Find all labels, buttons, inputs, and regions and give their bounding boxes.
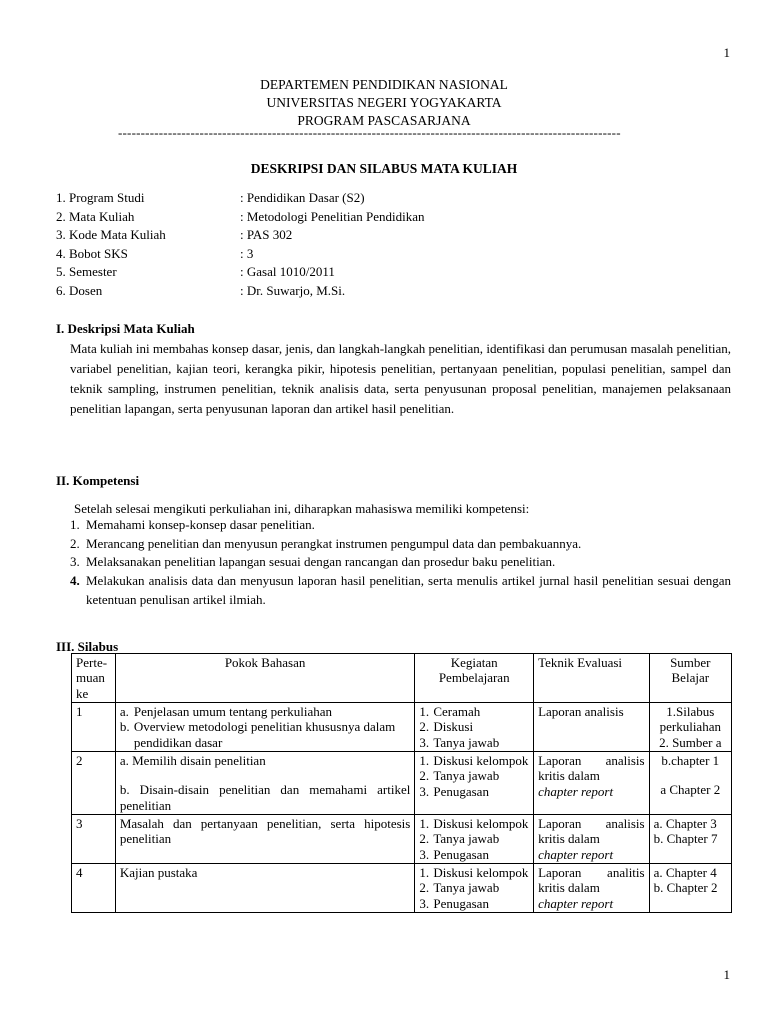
source-item: a. Chapter 3 bbox=[653, 815, 717, 831]
source-item: a. Chapter 4 bbox=[653, 864, 717, 880]
cell-evaluation bbox=[534, 814, 650, 863]
cell-source bbox=[649, 814, 731, 863]
list-marker: 3. bbox=[419, 783, 430, 799]
info-value: : Metodologi Penelitian Pendidikan bbox=[240, 208, 425, 224]
list-item bbox=[70, 535, 731, 554]
table-row bbox=[72, 814, 732, 863]
document-header bbox=[0, 76, 768, 131]
info-row bbox=[56, 226, 425, 245]
col-header-activity: Kegiatan Pembelajaran bbox=[415, 654, 534, 703]
info-value: : PAS 302 bbox=[240, 227, 293, 243]
item-text: Melaksanakan penelitian lapangan sesuai dengan rancangan dan prosedur baku penelitian. bbox=[86, 554, 556, 570]
header-program: PROGRAM PASCASARJANA bbox=[297, 113, 471, 129]
list-text: Tanya jawab bbox=[433, 831, 500, 847]
competence-list bbox=[70, 516, 731, 610]
course-info bbox=[56, 189, 425, 301]
list-text: Diskusi kelompok bbox=[433, 815, 529, 831]
topic-text: Masalah dan pertanyaan penelitian, serta hipotesis penelitian bbox=[119, 815, 411, 847]
col-header-source: Sumber Belajar bbox=[649, 654, 731, 703]
section-heading-syllabus: III. Silabus bbox=[56, 639, 119, 654]
table-row bbox=[72, 863, 732, 912]
info-row bbox=[56, 245, 425, 264]
list-marker: 2. bbox=[419, 831, 430, 847]
header-ministry: DEPARTEMEN PENDIDIKAN NASIONAL bbox=[260, 77, 508, 92]
list-item bbox=[419, 896, 529, 911]
list-item bbox=[419, 753, 529, 768]
table-row bbox=[72, 751, 732, 814]
info-row bbox=[56, 282, 425, 301]
list-item bbox=[419, 768, 529, 783]
item-text: Melakukan analisis data dan menyusun laporan hasil penelitian, serta menulis artikel jurnal hasil penelitian sesuai dengan ketentuan penulisan artikel ilmiah. bbox=[86, 573, 731, 607]
item-number: 2. bbox=[70, 535, 80, 551]
list-marker: 1. bbox=[419, 703, 430, 719]
course-description: Mata kuliah ini membahas konsep dasar, jenis, dan langkah-langkah penelitian, identifikasi dan perumusan masalah penelitian, variabel penelitian, kajian teori, kerangka pikir, hipotesis penelitian, pertanyaan penelitian, populasi penelitian, sampel dan teknik sampling, instrumen penelitian, teknik analisis data, serta penyusunan proposal penelitian, manajemen pelaksanaan penelitian lapangan, serta penyusunan laporan dan artikel hasil penelitian. bbox=[70, 341, 731, 417]
info-value: : Pendidikan Dasar (S2) bbox=[240, 190, 365, 205]
cell-meeting: 4 bbox=[72, 863, 116, 912]
cell-activity bbox=[415, 751, 534, 814]
list-item bbox=[419, 865, 529, 880]
list-text: Diskusi kelompok bbox=[433, 752, 529, 768]
info-label: 2. Mata Kuliah bbox=[56, 208, 135, 224]
source-item: b.chapter 1 bbox=[661, 752, 720, 768]
list-marker: 1. bbox=[419, 752, 430, 768]
info-label: 3. Kode Mata Kuliah bbox=[56, 227, 166, 243]
cell-source bbox=[649, 702, 731, 751]
info-value: : 3 bbox=[240, 245, 254, 261]
evaluation-italic: chapter report bbox=[538, 846, 614, 862]
table-row bbox=[72, 702, 732, 751]
document-title: DESKRIPSI DAN SILABUS MATA KULIAH bbox=[250, 161, 518, 176]
list-marker: a. bbox=[119, 703, 129, 719]
evaluation-text: Laporan analitis kritis dalam bbox=[538, 864, 645, 896]
cell-evaluation bbox=[534, 751, 650, 814]
list-item bbox=[120, 704, 411, 719]
list-item bbox=[419, 704, 529, 719]
list-text: Tanya jawab bbox=[433, 734, 500, 750]
cell-meeting: 2 bbox=[72, 751, 116, 814]
info-row bbox=[56, 189, 425, 208]
cell-meeting: 1 bbox=[72, 702, 116, 751]
list-item bbox=[70, 572, 731, 609]
list-text: Penugasan bbox=[433, 783, 489, 799]
list-text: Tanya jawab bbox=[433, 880, 500, 896]
cell-topic bbox=[115, 751, 415, 814]
cell-evaluation bbox=[534, 702, 650, 751]
list-text: Diskusi kelompok bbox=[433, 864, 529, 880]
col-header-meeting: Perte-muan ke bbox=[72, 654, 116, 703]
list-text: Penugasan bbox=[433, 895, 489, 911]
item-text: Memahami konsep-konsep dasar penelitian. bbox=[86, 517, 315, 532]
cell-source bbox=[649, 751, 731, 814]
list-item bbox=[419, 831, 529, 846]
item-text: Merancang penelitian dan menyusun perangkat instrumen pengumpul data dan pembakuannya. bbox=[86, 535, 582, 551]
syllabus-table bbox=[71, 653, 732, 913]
topic-text: Kajian pustaka bbox=[119, 864, 198, 880]
list-text: Penugasan bbox=[433, 846, 489, 862]
list-marker: 2. bbox=[419, 719, 430, 735]
list-text: Ceramah bbox=[433, 703, 481, 719]
list-item bbox=[419, 784, 529, 799]
list-marker: 3. bbox=[419, 734, 430, 750]
cell-meeting: 3 bbox=[72, 814, 116, 863]
topic-text: b. Disain-disain penelitian dan memahami artikel penelitian bbox=[119, 782, 411, 813]
header-university: UNIVERSITAS NEGERI YOGYAKARTA bbox=[266, 95, 502, 111]
cell-topic bbox=[115, 863, 415, 912]
source-item: 2. Sumber a bbox=[659, 734, 722, 750]
list-text: Diskusi bbox=[433, 719, 474, 735]
list-marker: 3. bbox=[419, 895, 430, 911]
page-number-bottom: 1 bbox=[723, 967, 730, 982]
info-value: : Dr. Suwarjo, M.Si. bbox=[240, 282, 346, 298]
source-item: a Chapter 2 bbox=[660, 782, 721, 798]
evaluation-text: Laporan analisis kritis dalam bbox=[538, 815, 645, 847]
list-item bbox=[419, 719, 529, 734]
header-divider: --------------------------------------------------------------------------------------------------------------- bbox=[118, 125, 621, 140]
table-header-row bbox=[72, 654, 732, 703]
item-number: 4. bbox=[70, 573, 80, 589]
list-text: Tanya jawab bbox=[433, 768, 500, 784]
source-item: 1.Silabus perkuliahan bbox=[659, 703, 721, 735]
list-item bbox=[419, 816, 529, 831]
info-label: 4. Bobot SKS bbox=[56, 245, 128, 261]
list-item bbox=[419, 847, 529, 862]
cell-activity bbox=[415, 702, 534, 751]
list-marker: 2. bbox=[419, 880, 430, 896]
item-number: 1. bbox=[70, 517, 80, 532]
info-value: : Gasal 1010/2011 bbox=[240, 264, 335, 280]
info-row bbox=[56, 208, 425, 227]
info-label: 6. Dosen bbox=[56, 282, 103, 298]
list-item bbox=[120, 719, 411, 750]
cell-topic bbox=[115, 814, 415, 863]
evaluation-text: Laporan analisis kritis dalam bbox=[538, 752, 645, 784]
list-marker: 1. bbox=[419, 864, 430, 880]
list-item bbox=[70, 516, 731, 535]
list-item bbox=[70, 553, 731, 572]
list-marker: b. bbox=[119, 719, 130, 735]
info-label: 5. Semester bbox=[56, 264, 117, 280]
section-heading-description: I. Deskripsi Mata Kuliah bbox=[56, 321, 195, 336]
section-heading-competence: II. Kompetensi bbox=[56, 473, 140, 488]
cell-source bbox=[649, 863, 731, 912]
list-item bbox=[419, 735, 529, 750]
col-header-topic: Pokok Bahasan bbox=[115, 654, 415, 703]
list-item bbox=[419, 880, 529, 895]
list-text: Overview metodologi penelitian khususnya dalam pendidikan dasar bbox=[133, 719, 396, 750]
source-item: b. Chapter 2 bbox=[653, 880, 718, 896]
page-number-top: 1 bbox=[723, 45, 730, 60]
info-label: 1. Program Studi bbox=[56, 190, 145, 205]
cell-evaluation bbox=[534, 863, 650, 912]
list-marker: 2. bbox=[419, 768, 430, 784]
topic-text: a. Memilih disain penelitian bbox=[119, 752, 266, 768]
info-row bbox=[56, 263, 425, 282]
competence-intro: Setelah selesai mengikuti perkuliahan ini, diharapkan mahasiswa memiliki kompetensi: bbox=[74, 501, 530, 516]
col-header-evaluation: Teknik Evaluasi bbox=[534, 654, 650, 703]
list-marker: 3. bbox=[419, 846, 430, 862]
evaluation-italic: chapter report bbox=[538, 783, 614, 799]
list-marker: 1. bbox=[419, 815, 430, 831]
item-number: 3. bbox=[70, 554, 80, 570]
cell-activity bbox=[415, 863, 534, 912]
evaluation-text: Laporan analisis bbox=[538, 703, 624, 719]
cell-activity bbox=[415, 814, 534, 863]
evaluation-italic: chapter report bbox=[538, 895, 614, 911]
cell-topic bbox=[115, 702, 415, 751]
source-item: b. Chapter 7 bbox=[653, 831, 718, 847]
list-text: Penjelasan umum tentang perkuliahan bbox=[133, 703, 333, 719]
